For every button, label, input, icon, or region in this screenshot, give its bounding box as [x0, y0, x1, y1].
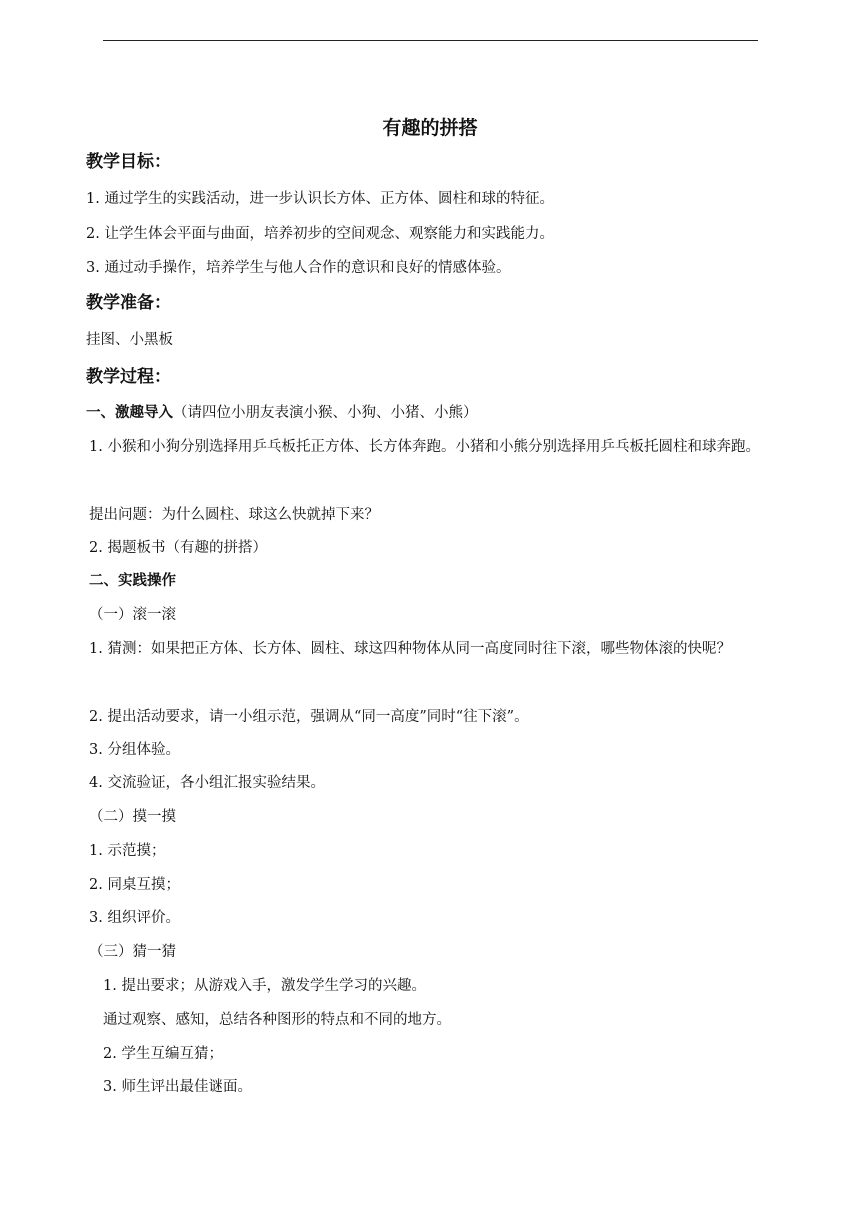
- p1-question: 提出问题：为什么圆柱、球这么快就掉下来？: [89, 507, 379, 523]
- header-rule: [103, 40, 758, 41]
- goal-item-1: 1. 通过学生的实践活动，进一步认识长方体、正方体、圆柱和球的特征。: [86, 191, 554, 207]
- sub2-title: （二）摸一摸: [89, 809, 176, 825]
- sub2-item-1: 1. 示范摸；: [89, 843, 166, 859]
- goal-item-2: 2. 让学生体会平面与曲面，培养初步的空间观念、观察能力和实践能力。: [86, 226, 554, 242]
- sub2-item-3: 3. 组织评价。: [89, 910, 180, 926]
- sub1-item-1: 1. 猜测：如果把正方体、长方体、圆柱、球这四种物体从同一高度同时往下滚，哪些物体滚的快呢？: [89, 641, 731, 657]
- sub3-title: （三）猜一猜: [89, 944, 176, 960]
- part1-title: 一、激趣导入: [86, 405, 173, 421]
- sub1-item-4: 4. 交流验证，各小组汇报实验结果。: [89, 775, 325, 791]
- prep-heading: 教学准备：: [86, 293, 171, 313]
- process-heading: 教学过程：: [86, 367, 171, 387]
- document-title: 有趣的拼搭: [382, 117, 478, 139]
- sub3-item-1: 1. 提出要求；从游戏入手，激发学生学习的兴趣。: [103, 978, 426, 994]
- part1-line: [86, 403, 478, 423]
- sub3-item-2: 2. 学生互编互猜；: [103, 1046, 223, 1062]
- sub1-title: （一）滚一滚: [89, 607, 176, 623]
- goal-item-3: 3. 通过动手操作，培养学生与他人合作的意识和良好的情感体验。: [86, 260, 511, 276]
- sub3-item-3: 3. 师生评出最佳谜面。: [103, 1079, 252, 1095]
- part1-note: （请四位小朋友表演小猴、小狗、小猪、小熊）: [173, 405, 478, 421]
- sub1-item-3: 3. 分组体验。: [89, 742, 180, 758]
- part2-title: 二、实践操作: [89, 573, 176, 589]
- goals-heading: 教学目标：: [86, 152, 171, 172]
- p1-item-1: 1. 小猴和小狗分别选择用乒乓板托正方体、长方体奔跑。小猪和小熊分别选择用乒乓板托圆柱和球奔跑。: [89, 439, 760, 455]
- sub3-note: 通过观察、感知，总结各种图形的特点和不同的地方。: [103, 1012, 451, 1028]
- sub1-item-2: 2. 提出活动要求，请一小组示范，强调从“同一高度”同时“往下滚”。: [89, 709, 529, 725]
- sub2-item-2: 2. 同桌互摸；: [89, 877, 180, 893]
- p1-item-2: 2. 揭题板书（有趣的拼搭）: [89, 540, 267, 556]
- prep-text: 挂图、小黑板: [86, 332, 173, 348]
